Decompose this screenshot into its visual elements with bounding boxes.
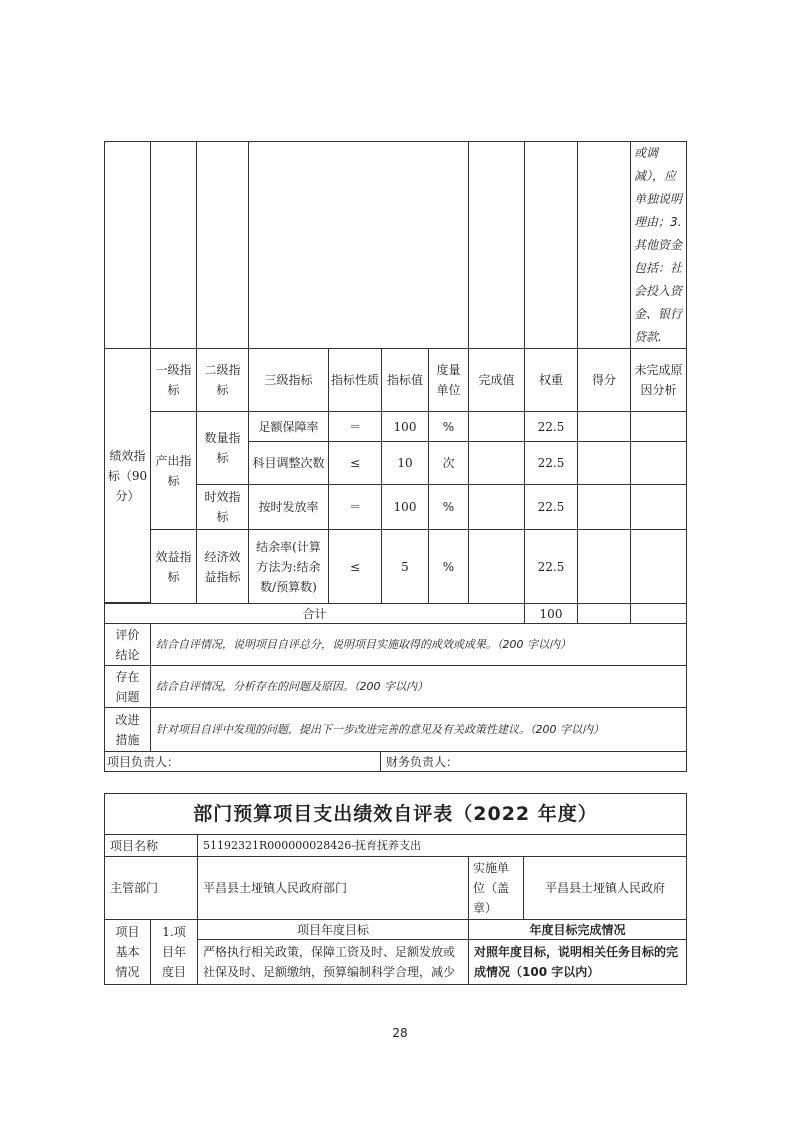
value: 100 bbox=[381, 411, 429, 442]
page-number: 28 bbox=[392, 1026, 408, 1040]
weight: 22.5 bbox=[524, 529, 578, 604]
score bbox=[577, 411, 631, 442]
nature: ＝ bbox=[328, 411, 382, 442]
header-value: 指标值 bbox=[381, 348, 429, 412]
level3: 科目调整次数 bbox=[248, 441, 329, 485]
issues-text[interactable]: 结合自评情况，分析存在的问题及原因。（200 字以内） bbox=[150, 665, 687, 708]
unit: 次 bbox=[428, 441, 469, 485]
value: 10 bbox=[381, 441, 429, 485]
annual-goal-label: 1.项目年度目 bbox=[150, 919, 198, 985]
reason bbox=[630, 484, 687, 530]
unit: % bbox=[428, 529, 469, 604]
funding-note: 或调减），应单独说明理由；3.其他资金包括：社会投入资金、银行贷款. bbox=[630, 141, 687, 349]
header-reason: 未完成原因分析 bbox=[630, 348, 687, 412]
header-level2: 二级指标 bbox=[196, 348, 249, 412]
cont-cell bbox=[524, 141, 578, 349]
evaluation-text[interactable]: 结合自评情况，说明项目自评总分，说明项目实施取得的成效或成果。（200 字以内） bbox=[150, 623, 687, 666]
done bbox=[468, 441, 525, 485]
cont-cell bbox=[468, 141, 525, 349]
issues-label: 存在问题 bbox=[104, 665, 151, 708]
dept-label: 主管部门 bbox=[104, 856, 198, 920]
value: 100 bbox=[381, 484, 429, 530]
done bbox=[468, 484, 525, 530]
level1-output: 产出指标 bbox=[150, 411, 197, 530]
cont-cell bbox=[104, 141, 151, 349]
basic-info-label: 项目基本情况 bbox=[104, 919, 151, 985]
reason bbox=[630, 411, 687, 442]
total-reason bbox=[630, 603, 687, 624]
level2-economic: 经济效益指标 bbox=[196, 529, 249, 604]
header-level1: 一级指标 bbox=[150, 348, 197, 412]
project-leader-field[interactable]: 项目负责人： bbox=[104, 751, 381, 772]
weight: 22.5 bbox=[524, 441, 578, 485]
unit: % bbox=[428, 411, 469, 442]
reason bbox=[630, 529, 687, 604]
score bbox=[577, 484, 631, 530]
level2-quantity: 数量指标 bbox=[196, 411, 249, 485]
score bbox=[577, 441, 631, 485]
nature: ＝ bbox=[328, 484, 382, 530]
finance-leader-field[interactable]: 财务负责人： bbox=[380, 751, 687, 772]
table-title: 部门预算项目支出绩效自评表（2022 年度） bbox=[104, 793, 687, 835]
total-label: 合计 bbox=[104, 603, 525, 624]
weight: 22.5 bbox=[524, 411, 578, 442]
reason bbox=[630, 441, 687, 485]
cont-cell bbox=[196, 141, 249, 349]
annual-goal-header: 项目年度目标 bbox=[197, 919, 469, 940]
unit: % bbox=[428, 484, 469, 530]
measures-label: 改进措施 bbox=[104, 707, 151, 752]
value: 5 bbox=[381, 529, 429, 604]
cont-cell bbox=[577, 141, 631, 349]
completion-text[interactable]: 对照年度目标，说明相关任务目标的完成情况（100 字以内） bbox=[468, 939, 687, 985]
project-name-label: 项目名称 bbox=[104, 834, 198, 857]
cont-cell bbox=[248, 141, 469, 349]
header-done: 完成值 bbox=[468, 348, 525, 412]
project-name-value: 51192321R000000028426-抚育抚养支出 bbox=[197, 834, 687, 857]
header-nature: 指标性质 bbox=[328, 348, 382, 412]
header-weight: 权重 bbox=[524, 348, 578, 412]
level3: 按时发放率 bbox=[248, 484, 329, 530]
header-score: 得分 bbox=[577, 348, 631, 412]
cont-cell bbox=[150, 141, 197, 349]
done bbox=[468, 529, 525, 604]
level1-benefit: 效益指标 bbox=[150, 529, 197, 604]
impl-unit-label: 实施单位（盖章） bbox=[468, 856, 524, 920]
dept-value: 平昌县土垭镇人民政府部门 bbox=[197, 856, 469, 920]
level3: 结余率(计算方法为:结余数/预算数) bbox=[248, 529, 329, 604]
done bbox=[468, 411, 525, 442]
measures-text[interactable]: 针对项目自评中发现的问题，提出下一步改进完善的意见及有关政策性建议。（200 字以内） bbox=[150, 707, 687, 752]
header-unit: 度量单位 bbox=[428, 348, 469, 412]
header-level3: 三级指标 bbox=[248, 348, 329, 412]
nature: ≤ bbox=[328, 441, 382, 485]
impl-unit-value: 平昌县土垭镇人民政府 bbox=[523, 856, 687, 920]
annual-goal-text[interactable]: 严格执行相关政策，保障工资及时、足额发放或社保及时、足额缴纳，预算编制科学合理，减少 bbox=[197, 939, 469, 985]
evaluation-label: 评价结论 bbox=[104, 623, 151, 666]
completion-header: 年度目标完成情况 bbox=[468, 919, 687, 940]
total-weight: 100 bbox=[524, 603, 578, 624]
level2-timeliness: 时效指标 bbox=[196, 484, 249, 530]
weight: 22.5 bbox=[524, 484, 578, 530]
level3: 足额保障率 bbox=[248, 411, 329, 442]
score bbox=[577, 529, 631, 604]
section-label: 绩效指标（90分） bbox=[104, 348, 151, 603]
nature: ≤ bbox=[328, 529, 382, 604]
total-score bbox=[577, 603, 631, 624]
